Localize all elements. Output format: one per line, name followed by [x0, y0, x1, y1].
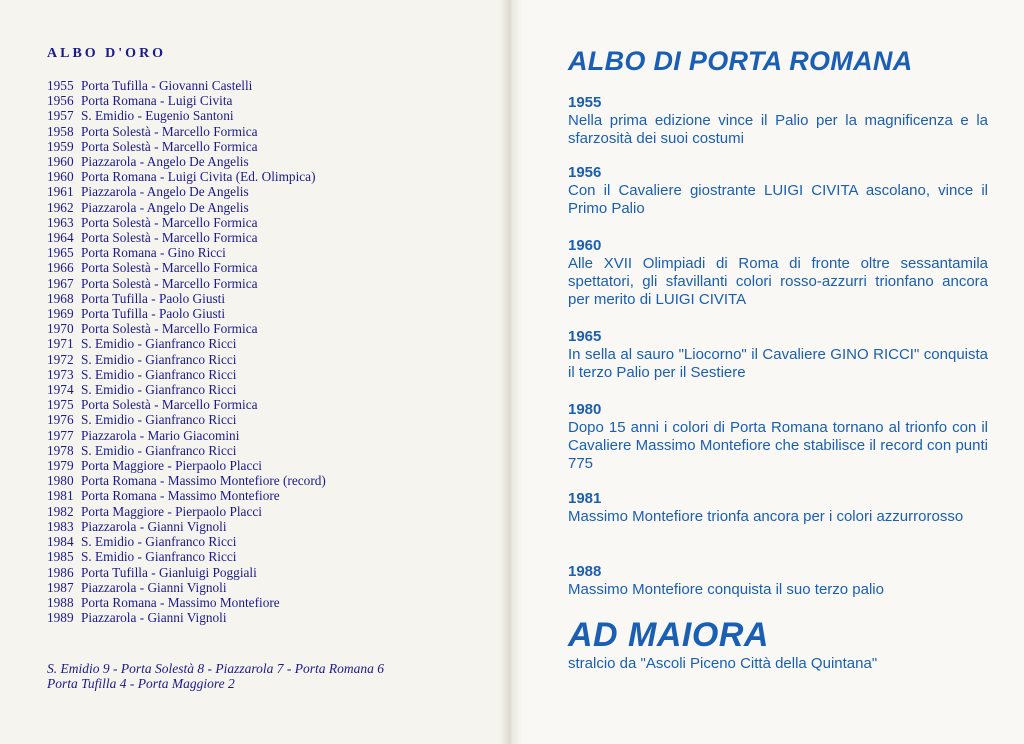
winner-year: 1971 — [47, 336, 74, 352]
winner-row — [47, 200, 467, 215]
winner-year: 1960 — [47, 154, 74, 170]
winner-year: 1965 — [47, 245, 74, 261]
winner-row — [47, 565, 467, 580]
winner-text: S. Emidio - Gianfranco Ricci — [81, 549, 237, 565]
palio-entry-year: 1965 — [568, 328, 602, 345]
winner-row — [47, 352, 467, 367]
winner-row — [47, 412, 467, 427]
palio-entry-text: Alle XVII Olimpiadi di Roma di fronte oltre sessantamila spettatori, gli sfavillanti colori rosso-azzurri trionfano ancora per merito di LUIGI CIVITA — [568, 255, 988, 308]
winner-year: 1982 — [47, 503, 74, 519]
winner-year: 1960 — [47, 169, 74, 185]
winner-text: Piazzarola - Gianni Vignoli — [81, 610, 227, 626]
winner-text: Porta Solestà - Marcello Formica — [81, 397, 258, 413]
winner-year: 1963 — [47, 214, 74, 230]
winner-year: 1958 — [47, 123, 74, 139]
winner-row — [47, 245, 467, 260]
winner-text: Porta Romana - Gino Ricci — [81, 245, 226, 261]
winner-row — [47, 184, 467, 199]
winner-text: Porta Maggiore - Pierpaolo Placci — [81, 503, 262, 519]
winner-text: S. Emidio - Gianfranco Ricci — [81, 382, 237, 398]
winner-year: 1955 — [47, 78, 74, 93]
winner-text: Porta Tufilla - Giovanni Castelli — [81, 78, 253, 93]
winner-year: 1984 — [47, 534, 74, 550]
winner-text: Porta Tufilla - Gianluigi Poggiali — [81, 564, 257, 580]
winner-row — [47, 291, 467, 306]
palio-entry — [568, 490, 988, 526]
winner-text: Porta Solestà - Marcello Formica — [81, 123, 258, 139]
winner-year: 1968 — [47, 290, 74, 306]
winner-row — [47, 458, 467, 473]
winner-year: 1970 — [47, 321, 74, 337]
winner-text: Porta Romana - Massimo Montefiore — [81, 488, 280, 504]
winner-year: 1972 — [47, 351, 74, 367]
palio-entry — [568, 237, 988, 309]
winner-text: Porta Solestà - Marcello Formica — [81, 214, 258, 230]
palio-entry-year: 1980 — [568, 401, 602, 418]
summary-line: Porta Tufilla 4 - Porta Maggiore 2 — [47, 676, 235, 691]
winner-row — [47, 549, 467, 564]
winner-text: Porta Solestà - Marcello Formica — [81, 260, 258, 276]
winner-row — [47, 139, 467, 154]
winner-year: 1959 — [47, 138, 74, 154]
winner-year: 1978 — [47, 442, 74, 458]
winner-text: Porta Romana - Massimo Montefiore (record) — [81, 473, 326, 489]
wins-summary — [47, 661, 384, 691]
book-gutter — [500, 0, 522, 744]
winner-year: 1975 — [47, 397, 74, 413]
winner-row — [47, 215, 467, 230]
winner-text: Piazzarola - Angelo De Angelis — [81, 199, 249, 215]
winner-row — [47, 504, 467, 519]
winner-row — [47, 124, 467, 139]
palio-entry — [568, 94, 988, 148]
palio-entry-year: 1981 — [568, 490, 602, 507]
winner-text: Piazzarola - Angelo De Angelis — [81, 154, 249, 170]
palio-entry — [568, 328, 988, 382]
winner-text: Porta Romana - Luigi Civita (Ed. Olimpica) — [81, 169, 316, 185]
winner-row — [47, 382, 467, 397]
palio-entry-text: Nella prima edizione vince il Palio per la magnificenza e la sfarzosità dei suoi costumi — [568, 112, 988, 147]
winner-text: Porta Maggiore - Pierpaolo Placci — [81, 458, 262, 474]
ad-maiora-heading: AD MAIORA — [568, 616, 769, 654]
winner-row — [47, 519, 467, 534]
winner-text: S. Emidio - Gianfranco Ricci — [81, 366, 237, 382]
winner-year: 1985 — [47, 549, 74, 565]
winner-row — [47, 230, 467, 245]
summary-line: S. Emidio 9 - Porta Solestà 8 - Piazzarola 7 - Porta Romana 6 — [47, 661, 384, 676]
winner-text: Piazzarola - Gianni Vignoli — [81, 518, 227, 534]
winner-text: Porta Romana - Luigi Civita — [81, 93, 233, 109]
winner-row — [47, 367, 467, 382]
winner-text: Porta Solestà - Marcello Formica — [81, 321, 258, 337]
palio-entry-year: 1955 — [568, 94, 602, 111]
winner-text: S. Emidio - Gianfranco Ricci — [81, 534, 237, 550]
winner-row — [47, 610, 467, 625]
winner-row — [47, 169, 467, 184]
winner-year: 1988 — [47, 594, 74, 610]
winner-year: 1964 — [47, 230, 74, 246]
winner-row — [47, 428, 467, 443]
winner-text: Piazzarola - Angelo De Angelis — [81, 184, 249, 200]
palio-entry-year: 1988 — [568, 563, 602, 580]
palio-entry — [568, 164, 988, 218]
winner-year: 1981 — [47, 488, 74, 504]
winner-year: 1989 — [47, 610, 74, 626]
winner-row — [47, 473, 467, 488]
winner-text: S. Emidio - Gianfranco Ricci — [81, 412, 237, 428]
winner-year: 1979 — [47, 458, 74, 474]
winner-year: 1983 — [47, 518, 74, 534]
palio-entry — [568, 401, 988, 473]
winner-row — [47, 595, 467, 610]
albo-doro-title: ALBO D'ORO — [47, 46, 167, 61]
winner-year: 1980 — [47, 473, 74, 489]
winner-row — [47, 580, 467, 595]
winner-row — [47, 336, 467, 351]
palio-entry-text: In sella al sauro "Liocorno" il Cavaliere GINO RICCI" conquista il terzo Palio per il Sestiere — [568, 346, 988, 381]
winner-text: Piazzarola - Mario Giacomini — [81, 427, 240, 443]
winner-text: Porta Tufilla - Paolo Giusti — [81, 290, 226, 306]
winner-year: 1986 — [47, 564, 74, 580]
winners-list — [47, 78, 467, 625]
porta-romana-title: ALBO DI PORTA ROMANA — [568, 46, 913, 76]
winner-row — [47, 306, 467, 321]
winner-year: 1966 — [47, 260, 74, 276]
winner-row — [47, 260, 467, 275]
winner-row — [47, 397, 467, 412]
palio-entry-year: 1960 — [568, 237, 602, 254]
palio-entry-year: 1956 — [568, 164, 602, 181]
winner-text: S. Emidio - Gianfranco Ricci — [81, 351, 237, 367]
winner-row — [47, 78, 467, 93]
winner-year: 1973 — [47, 366, 74, 382]
winner-year: 1987 — [47, 579, 74, 595]
winner-row — [47, 321, 467, 336]
winner-text: Porta Solestà - Marcello Formica — [81, 138, 258, 154]
palio-entry — [568, 563, 988, 599]
winner-row — [47, 154, 467, 169]
winner-year: 1977 — [47, 427, 74, 443]
winner-row — [47, 276, 467, 291]
winner-row — [47, 443, 467, 458]
winner-text: S. Emidio - Eugenio Santoni — [81, 108, 234, 124]
winner-year: 1967 — [47, 275, 74, 291]
winner-text: Porta Tufilla - Paolo Giusti — [81, 306, 226, 322]
winner-text: S. Emidio - Gianfranco Ricci — [81, 336, 237, 352]
winner-row — [47, 93, 467, 108]
winner-text: Porta Solestà - Marcello Formica — [81, 275, 258, 291]
winner-year: 1962 — [47, 199, 74, 215]
winner-year: 1974 — [47, 382, 74, 398]
palio-entry-text: Dopo 15 anni i colori di Porta Romana tornano al trionfo con il Cavaliere Massimo Montefiore che stabilisce il record con punti 775 — [568, 419, 988, 472]
winner-row — [47, 534, 467, 549]
winner-text: Porta Romana - Massimo Montefiore — [81, 594, 280, 610]
winner-year: 1969 — [47, 306, 74, 322]
winner-row — [47, 488, 467, 503]
source-note: stralcio da "Ascoli Piceno Città della Quintana" — [568, 655, 878, 672]
palio-entry-text: Massimo Montefiore trionfa ancora per i colori azzurrorosso — [568, 508, 964, 525]
winner-text: S. Emidio - Gianfranco Ricci — [81, 442, 237, 458]
winner-year: 1976 — [47, 412, 74, 428]
winner-row — [47, 108, 467, 123]
winner-year: 1957 — [47, 108, 74, 124]
winner-text: Piazzarola - Gianni Vignoli — [81, 579, 227, 595]
winner-year: 1961 — [47, 184, 74, 200]
winner-text: Porta Solestà - Marcello Formica — [81, 230, 258, 246]
palio-entry-text: Massimo Montefiore conquista il suo terzo palio — [568, 581, 884, 598]
palio-entry-text: Con il Cavaliere giostrante LUIGI CIVITA ascolano, vince il Primo Palio — [568, 182, 988, 217]
winner-year: 1956 — [47, 93, 74, 109]
